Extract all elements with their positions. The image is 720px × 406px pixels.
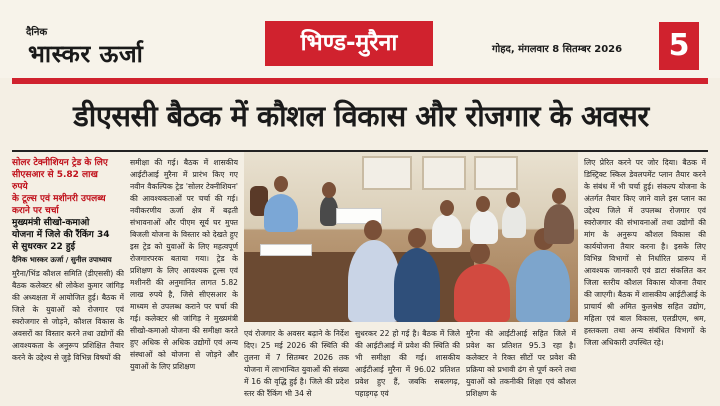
subhead-line: मुख्यमंत्री सीखो-कमाओ xyxy=(12,218,90,228)
masthead-rule xyxy=(12,78,708,84)
photo-person xyxy=(470,210,498,244)
subhead-line: से सुधरकर 22 हुई xyxy=(12,242,76,252)
photo-head xyxy=(440,200,454,216)
photo-collector xyxy=(264,194,298,232)
article-col-5 xyxy=(466,328,576,406)
photo-head xyxy=(322,182,336,198)
subhead-line: योजना में जिले की रैंकिंग 34 xyxy=(12,230,110,240)
article-text: मुरैना की आईटीआई सहित जिले में प्रवेश का प्रतिशत 95.3 रहा है। कलेक्टर ने रिक्त सीटों पर प्रवेश की प्रक्रिया को प्रभावी ढंग से पूर्ण करने तथा युवाओं को तकनीकी शिक्षा एवं कौशल प्रशिक्षण के xyxy=(466,329,576,398)
photo-person xyxy=(502,204,526,238)
photo-person xyxy=(454,264,510,322)
photo-person xyxy=(348,240,400,322)
article-col-6 xyxy=(584,157,706,406)
article-text: लिए प्रेरित करने पर जोर दिया। बैठक में डिस्ट्रिक्ट स्किल डेवलपमेंट प्लान तैयार करने के संबंध में भी चर्चा हुई। संकल्प योजना के अंतर्गत तैयार किए जाने वाले इस प्लान का उद्देश्य जिले में उपलब्ध रोजगार एवं स्वरोजगार की संभावनाओं तथा उद्योगों की मांग के अनुरूप कौशल विकास की कार्ययोजना तैयार करना है। इसके लिए विभिन्न विभागों से निर्धारित प्रारूप में आवश्यक जानकारी एवं डाटा संकलित कर जिला स्तरीय कौशल विकास योजना तैयार की जाएगी। बैठक में शासकीय आईटीआई के प्राचार्य श्री अमित कुलश्रेष्ठ सहित उद्योग, महिला एवं बाल विकास, एलडीएम, श्रम, हस्तकला तथा अन्य संबंधित विभागों के जिला अधिकारी उपस्थित रहे। xyxy=(584,158,706,347)
edition-banner: भिण्ड-मुरैना xyxy=(265,21,433,66)
photo-head xyxy=(274,176,288,192)
photo-window xyxy=(474,156,518,190)
byline: दैनिक भास्कर ऊर्जा / सुनील उपाध्याय xyxy=(12,255,112,264)
photo-window xyxy=(422,156,466,190)
photo-head xyxy=(408,228,426,248)
brand-small: दैनिक xyxy=(26,27,48,38)
photo-person xyxy=(516,250,570,322)
page-number: 5 xyxy=(659,22,699,70)
subhead-line: कराने पर चर्चा xyxy=(12,206,59,216)
photo-window xyxy=(362,156,412,190)
article-text: समीक्षा की गई। बैठक में शासकीय आईटीआई मुरैना में प्रारंभ किए गए नवीन वैकल्पिक ट्रेड 'सोलर टेक्नीशियन' की आवश्यकताओं पर चर्चा की गई। नवीकरणीय ऊर्जा क्षेत्र में बढ़ती संभावनाओं और पीएम सूर्य घर मुफ्त बिजली योजना के विस्तार को देखते हुए इस ट्रेड को युवाओं के लिए महत्वपूर्ण रोजगारपरक बताया गया। ट्रेड के प्रशिक्षण के लिए आवश्यक टूल्स एवं मशीनरी की अनुमानित लागत 5.82 लाख रुपये है, जिसे सीएसआर के माध्यम से उपलब्ध कराने पर चर्चा की गई। कलेक्टर श्री जांगिड़ ने मुख्यमंत्री सीखो-कमाओ योजना की समीक्षा करते हुए अधिक से अधिक उद्योगों एवं अन्य संस्थाओं को योजना से जोड़ने और युवाओं के लिए प्रशिक्षण xyxy=(130,158,238,371)
subhead-line: के टूल्स एवं मशीनरी उपलब्ध xyxy=(12,194,106,204)
article-text: मुरैना/भिंड कौशल समिति (डीएससी) की बैठक कलेक्टर श्री लोकेश कुमार जांगिड़ की अध्यक्षता में आयोजित हुई। बैठक में जिले के युवाओं को रोजगार एवं स्वरोजगार से जोड़ने, कौशल विकास के अवसरों का विस्तार करने तथा उद्योगों की आवश्यकता के अनुरूप प्रशिक्षित तैयार करने के उद्देश्य से जुड़े विभिन्न विषयों की xyxy=(12,269,124,362)
photo-head xyxy=(552,188,566,204)
meeting-photo xyxy=(244,152,578,322)
subhead xyxy=(12,157,116,253)
dateline: गोहद, मंगलवार 8 सितम्बर 2026 xyxy=(492,44,623,55)
masthead xyxy=(0,0,720,78)
photo-head xyxy=(476,196,490,212)
headline: डीएससी बैठक में कौशल विकास और रोजगार के अवसर xyxy=(73,99,649,133)
photo-person xyxy=(394,248,440,322)
photo-person xyxy=(544,204,574,244)
photo-person xyxy=(432,214,462,248)
photo-head xyxy=(470,242,490,264)
subhead-line: सीएसआर से 5.82 लाख रुपये xyxy=(12,170,98,192)
photo-head xyxy=(364,220,382,240)
article-text: सुधरकर 22 हो गई है। बैठक में जिले की आईटीआई में प्रवेश की स्थिति की भी समीक्षा की गई। शासकीय आईटीआई मुरैना में 96.02 प्रतिशत प्रवेश हुए हैं, जबकि सबलगढ़, पहाड़गढ़ एवं xyxy=(355,329,460,398)
subhead-line: सोलर टेक्नीशियन ट्रेड के लिए xyxy=(12,158,108,168)
article-col-2 xyxy=(130,157,238,406)
article-col-4 xyxy=(355,328,460,406)
photo-files xyxy=(260,244,312,256)
article-text: एवं रोजगार के अवसर बढ़ाने के निर्देश दिए। 25 मई 2026 की स्थिति की तुलना में 7 सितम्बर 2026 तक योजना में लाभान्वित युवाओं की संख्या में 16 की वृद्धि हुई है। जिले की प्रदेश स्तर की रैंकिंग भी 34 से xyxy=(244,329,349,398)
article-col-1 xyxy=(12,268,124,406)
article-col-3 xyxy=(244,328,349,406)
photo-head xyxy=(506,192,520,208)
brand-logo: भास्कर ऊर्जा xyxy=(28,40,144,68)
